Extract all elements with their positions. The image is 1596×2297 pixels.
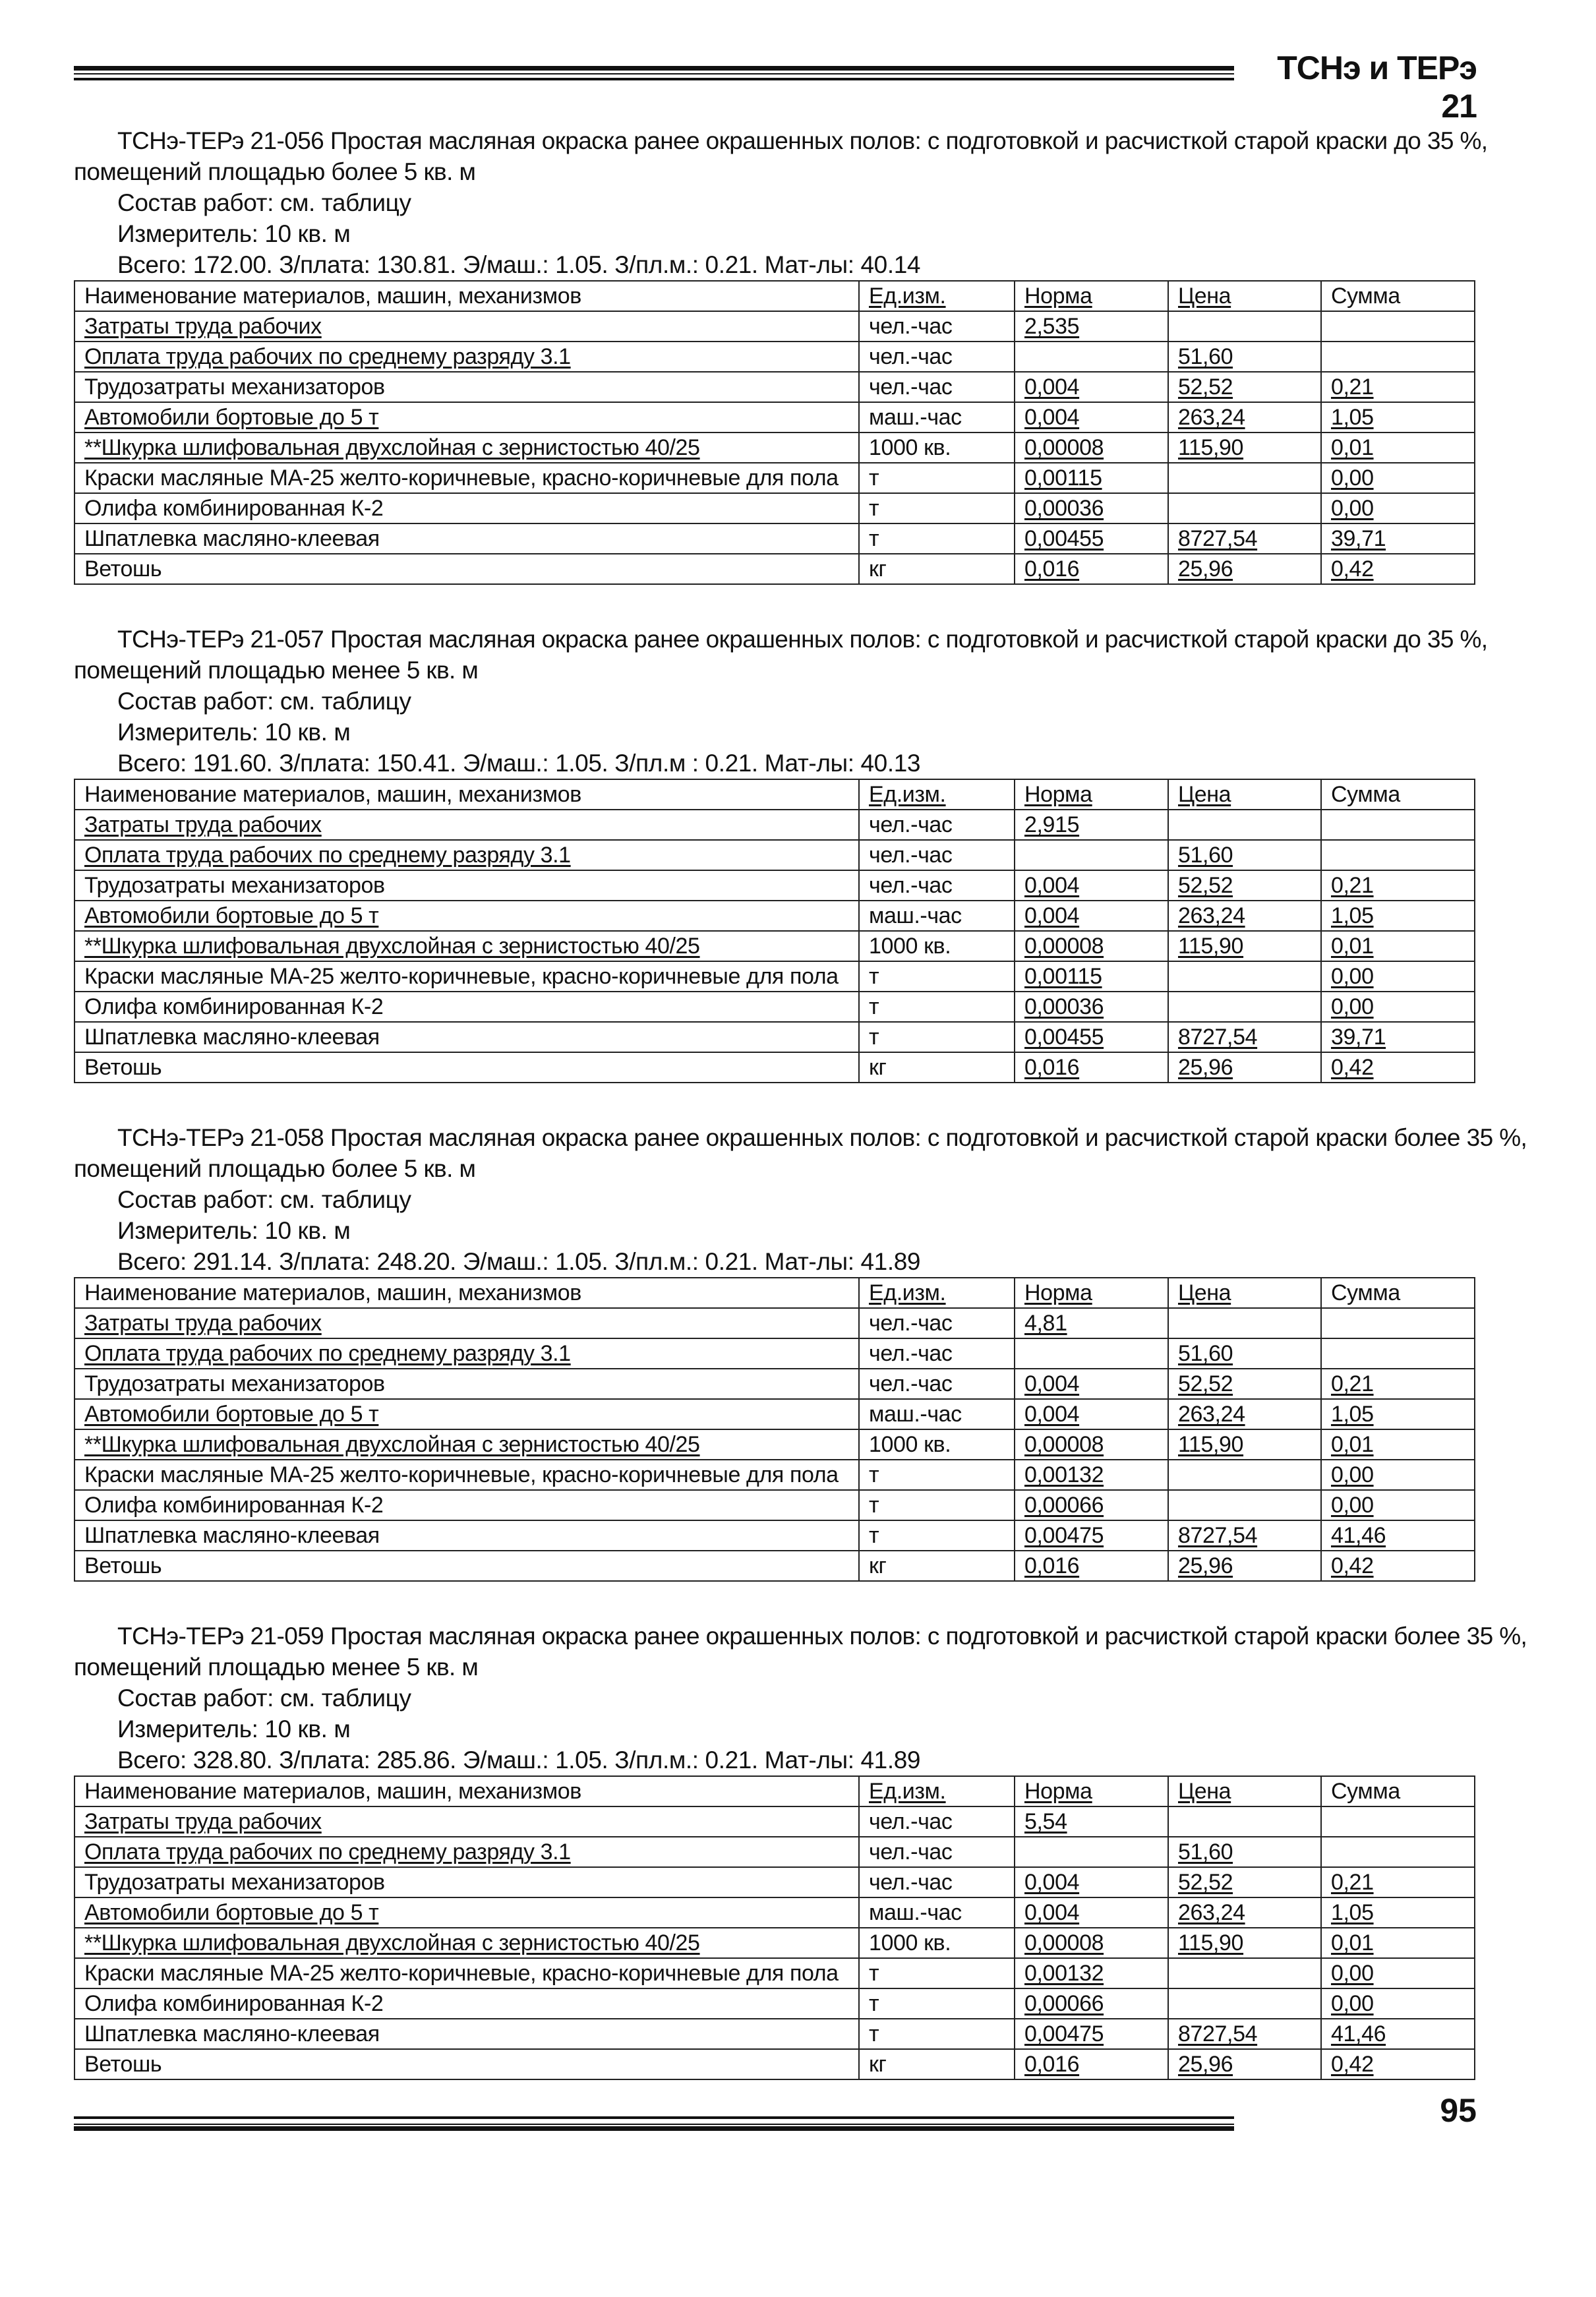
- cell-price: [1168, 1988, 1321, 2019]
- cell-price: 263,24: [1168, 1897, 1321, 1928]
- cell-price: 115,90: [1168, 433, 1321, 463]
- cell-unit: маш.-час: [859, 901, 1015, 931]
- cell-name: Краски масляные МА-25 желто-коричневые, красно-коричневые для пола: [74, 1460, 859, 1490]
- table-row: [74, 1490, 1475, 1520]
- cell-name: Шпатлевка масляно-клеевая: [74, 1520, 859, 1551]
- cell-name: Оплата труда рабочих по среднему разряду 3.1: [74, 1338, 859, 1369]
- cell-sum: 0,21: [1321, 1867, 1475, 1897]
- section-21-056: [74, 125, 1488, 585]
- cell-norm: 0,00008: [1015, 1429, 1168, 1460]
- cell-sum: 1,05: [1321, 1399, 1475, 1429]
- section-heading: [74, 1122, 1527, 1184]
- cell-sum: [1321, 1308, 1475, 1338]
- cell-name: Олифа комбинированная К-2: [74, 992, 859, 1022]
- cell-unit: т: [859, 493, 1015, 523]
- cell-unit: т: [859, 1460, 1015, 1490]
- cell-name: Оплата труда рабочих по среднему разряду 3.1: [74, 342, 859, 372]
- cell-name: Краски масляные МА-25 желто-коричневые, красно-коричневые для пола: [74, 961, 859, 992]
- cell-name: Шпатлевка масляно-клеевая: [74, 523, 859, 554]
- cell-unit: 1000 кв.: [859, 1429, 1015, 1460]
- cell-sum: 1,05: [1321, 402, 1475, 433]
- cell-sum: 0,00: [1321, 1460, 1475, 1490]
- cell-name: Трудозатраты механизаторов: [74, 372, 859, 402]
- cell-norm: 0,00066: [1015, 1988, 1168, 2019]
- measure-unit: Измеритель: 10 кв. м: [117, 220, 351, 247]
- cell-unit: т: [859, 961, 1015, 992]
- cell-unit: т: [859, 1958, 1015, 1988]
- cell-name: Затраты труда рабочих: [74, 311, 859, 342]
- cell-sum: 0,01: [1321, 1928, 1475, 1958]
- cell-sum: 0,42: [1321, 2049, 1475, 2079]
- cell-name: Автомобили бортовые до 5 т: [74, 901, 859, 931]
- cell-price: [1168, 463, 1321, 493]
- cell-unit: чел.-час: [859, 1867, 1015, 1897]
- cell-sum: 0,00: [1321, 992, 1475, 1022]
- header-unit: Ед.изм.: [859, 281, 1015, 311]
- cell-name: Затраты труда рабочих: [74, 1806, 859, 1837]
- work-composition: Состав работ: см. таблицу: [117, 1685, 411, 1712]
- cell-name: Трудозатраты механизаторов: [74, 870, 859, 901]
- cell-norm: 0,004: [1015, 1369, 1168, 1399]
- table-row: [74, 523, 1475, 554]
- cell-unit: 1000 кв.: [859, 1928, 1015, 1958]
- cell-sum: 0,21: [1321, 870, 1475, 901]
- cell-unit: т: [859, 1490, 1015, 1520]
- table-row: [74, 810, 1475, 840]
- cell-sum: 1,05: [1321, 1897, 1475, 1928]
- cell-sum: [1321, 342, 1475, 372]
- cell-norm: 0,00475: [1015, 1520, 1168, 1551]
- cell-price: [1168, 1490, 1321, 1520]
- cell-norm: [1015, 1338, 1168, 1369]
- table-row: [74, 961, 1475, 992]
- table-row: [74, 1806, 1475, 1837]
- cell-norm: 4,81: [1015, 1308, 1168, 1338]
- cell-unit: чел.-час: [859, 372, 1015, 402]
- cell-name: Автомобили бортовые до 5 т: [74, 1399, 859, 1429]
- header-name: Наименование материалов, машин, механизмов: [74, 1278, 859, 1308]
- cell-sum: 0,00: [1321, 1958, 1475, 1988]
- cell-norm: [1015, 840, 1168, 870]
- section-heading-line1: ТСНэ-ТЕРэ 21-057 Простая масляная окраска ранее окрашенных полов: с подготовкой и расчисткой старой краски до 35 %,: [117, 626, 1488, 653]
- cell-unit: маш.-час: [859, 1897, 1015, 1928]
- cell-unit: чел.-час: [859, 342, 1015, 372]
- table-row: [74, 493, 1475, 523]
- cell-norm: 0,00036: [1015, 493, 1168, 523]
- cell-norm: 0,00008: [1015, 1928, 1168, 1958]
- section-heading: [74, 624, 1488, 686]
- cell-price: [1168, 493, 1321, 523]
- totals-line: Всего: 172.00. З/плата: 130.81. Э/маш.: 1.05. З/пл.м.: 0.21. Мат-лы: 40.14: [117, 251, 921, 278]
- table-row: [74, 870, 1475, 901]
- cell-name: Олифа комбинированная К-2: [74, 1988, 859, 2019]
- cell-name: Оплата труда рабочих по среднему разряду 3.1: [74, 840, 859, 870]
- cell-name: Затраты труда рабочих: [74, 1308, 859, 1338]
- cell-norm: 0,00036: [1015, 992, 1168, 1022]
- section-heading-line1: ТСНэ-ТЕРэ 21-058 Простая масляная окраска ранее окрашенных полов: с подготовкой и расчисткой старой краски более 35 %,: [117, 1124, 1527, 1151]
- cell-sum: 41,46: [1321, 2019, 1475, 2049]
- cell-price: [1168, 1460, 1321, 1490]
- cell-price: 263,24: [1168, 1399, 1321, 1429]
- cell-unit: т: [859, 463, 1015, 493]
- cell-price: 8727,54: [1168, 1520, 1321, 1551]
- table-row: [74, 554, 1475, 584]
- table-row: [74, 1369, 1475, 1399]
- section-heading: [74, 1621, 1527, 1683]
- cell-name: Трудозатраты механизаторов: [74, 1369, 859, 1399]
- section-heading-line2: помещений площадью менее 5 кв. м: [74, 1654, 479, 1681]
- cell-sum: 39,71: [1321, 523, 1475, 554]
- table-row: [74, 901, 1475, 931]
- cell-price: [1168, 1308, 1321, 1338]
- cell-unit: 1000 кв.: [859, 931, 1015, 961]
- cell-sum: 0,00: [1321, 961, 1475, 992]
- header-unit: Ед.изм.: [859, 1776, 1015, 1806]
- header-name: Наименование материалов, машин, механизмов: [74, 779, 859, 810]
- cell-unit: чел.-час: [859, 1806, 1015, 1837]
- cell-norm: 0,00115: [1015, 463, 1168, 493]
- header-norm: Норма: [1015, 1776, 1168, 1806]
- table-row: [74, 1928, 1475, 1958]
- cell-price: 51,60: [1168, 1338, 1321, 1369]
- cell-name: Олифа комбинированная К-2: [74, 1490, 859, 1520]
- table-row: [74, 1958, 1475, 1988]
- cell-sum: 39,71: [1321, 1022, 1475, 1052]
- work-composition: Состав работ: см. таблицу: [117, 1186, 411, 1213]
- cell-unit: чел.-час: [859, 870, 1015, 901]
- cell-norm: 0,004: [1015, 1399, 1168, 1429]
- cell-norm: 0,00455: [1015, 1022, 1168, 1052]
- cell-sum: 0,00: [1321, 1490, 1475, 1520]
- header-price: Цена: [1168, 779, 1321, 810]
- cell-norm: 0,016: [1015, 554, 1168, 584]
- cell-name: **Шкурка шлифовальная двухслойная с зернистостью 40/25: [74, 931, 859, 961]
- cell-name: Автомобили бортовые до 5 т: [74, 402, 859, 433]
- section-heading-line2: помещений площадью более 5 кв. м: [74, 158, 476, 185]
- table-row: [74, 2049, 1475, 2079]
- cell-norm: 0,004: [1015, 901, 1168, 931]
- cell-sum: [1321, 1338, 1475, 1369]
- cell-price: 8727,54: [1168, 523, 1321, 554]
- cell-unit: чел.-час: [859, 1369, 1015, 1399]
- totals-line: Всего: 191.60. З/плата: 150.41. Э/маш.: 1.05. З/пл.м : 0.21. Мат-лы: 40.13: [117, 750, 921, 777]
- cell-sum: 0,01: [1321, 1429, 1475, 1460]
- cell-name: Ветошь: [74, 1551, 859, 1581]
- table-row: [74, 1460, 1475, 1490]
- cell-norm: [1015, 342, 1168, 372]
- cell-unit: чел.-час: [859, 840, 1015, 870]
- table-row: [74, 1897, 1475, 1928]
- cell-price: [1168, 311, 1321, 342]
- header-norm: Норма: [1015, 779, 1168, 810]
- table-row: [74, 1052, 1475, 1083]
- cell-sum: 0,42: [1321, 554, 1475, 584]
- cell-price: 25,96: [1168, 1551, 1321, 1581]
- header-name: Наименование материалов, машин, механизмов: [74, 281, 859, 311]
- header-sum: Сумма: [1321, 1278, 1475, 1308]
- cell-sum: 0,42: [1321, 1551, 1475, 1581]
- cell-unit: кг: [859, 1052, 1015, 1083]
- cell-norm: 0,00008: [1015, 433, 1168, 463]
- table-row: [74, 402, 1475, 433]
- table-row: [74, 342, 1475, 372]
- cell-name: Ветошь: [74, 1052, 859, 1083]
- cell-price: 52,52: [1168, 1867, 1321, 1897]
- table-row: [74, 311, 1475, 342]
- measure-unit: Измеритель: 10 кв. м: [117, 719, 351, 746]
- cell-unit: т: [859, 523, 1015, 554]
- cell-name: Оплата труда рабочих по среднему разряду 3.1: [74, 1837, 859, 1867]
- header-sum: Сумма: [1321, 281, 1475, 311]
- cell-price: 51,60: [1168, 1837, 1321, 1867]
- measure-unit: Измеритель: 10 кв. м: [117, 1715, 351, 1743]
- cell-sum: 0,01: [1321, 433, 1475, 463]
- cell-unit: маш.-час: [859, 1399, 1015, 1429]
- cell-price: 263,24: [1168, 402, 1321, 433]
- cell-sum: 0,21: [1321, 1369, 1475, 1399]
- measure-unit: Измеритель: 10 кв. м: [117, 1217, 351, 1244]
- cell-unit: чел.-час: [859, 810, 1015, 840]
- cell-name: Ветошь: [74, 554, 859, 584]
- cell-sum: 0,01: [1321, 931, 1475, 961]
- cell-price: 115,90: [1168, 1928, 1321, 1958]
- header-rule: [74, 66, 1234, 80]
- cell-unit: чел.-час: [859, 1837, 1015, 1867]
- section-21-057: [74, 624, 1488, 1083]
- cell-unit: т: [859, 2019, 1015, 2049]
- footer-rule: [74, 2116, 1234, 2131]
- table-row: [74, 1429, 1475, 1460]
- section-21-059: [74, 1621, 1527, 2080]
- cell-norm: 0,00132: [1015, 1460, 1168, 1490]
- section-heading-line1: ТСНэ-ТЕРэ 21-056 Простая масляная окраска ранее окрашенных полов: с подготовкой и расчисткой старой краски до 35 %,: [117, 127, 1488, 154]
- cell-name: Трудозатраты механизаторов: [74, 1867, 859, 1897]
- table-row: [74, 1308, 1475, 1338]
- cell-price: 263,24: [1168, 901, 1321, 931]
- cell-unit: т: [859, 992, 1015, 1022]
- cell-norm: 2,915: [1015, 810, 1168, 840]
- header-unit: Ед.изм.: [859, 779, 1015, 810]
- running-header: ТСНэ и ТЕРэ 21: [1277, 49, 1477, 125]
- table-row: [74, 372, 1475, 402]
- resources-table: [74, 280, 1475, 585]
- cell-price: 8727,54: [1168, 2019, 1321, 2049]
- cell-norm: 0,016: [1015, 1052, 1168, 1083]
- cell-sum: 0,42: [1321, 1052, 1475, 1083]
- table-row: [74, 1837, 1475, 1867]
- totals-line: Всего: 291.14. З/плата: 248.20. Э/маш.: 1.05. З/пл.м.: 0.21. Мат-лы: 41.89: [117, 1248, 921, 1275]
- cell-sum: 41,46: [1321, 1520, 1475, 1551]
- cell-norm: 0,00066: [1015, 1490, 1168, 1520]
- cell-unit: т: [859, 1022, 1015, 1052]
- cell-name: **Шкурка шлифовальная двухслойная с зернистостью 40/25: [74, 433, 859, 463]
- cell-unit: чел.-час: [859, 1338, 1015, 1369]
- totals-line: Всего: 328.80. З/плата: 285.86. Э/маш.: 1.05. З/пл.м.: 0.21. Мат-лы: 41.89: [117, 1746, 921, 1774]
- cell-sum: 0,00: [1321, 463, 1475, 493]
- work-composition: Состав работ: см. таблицу: [117, 189, 411, 216]
- cell-norm: 0,016: [1015, 2049, 1168, 2079]
- cell-sum: [1321, 311, 1475, 342]
- cell-unit: чел.-час: [859, 311, 1015, 342]
- cell-name: Автомобили бортовые до 5 т: [74, 1897, 859, 1928]
- cell-name: Олифа комбинированная К-2: [74, 493, 859, 523]
- cell-price: 51,60: [1168, 342, 1321, 372]
- cell-norm: 2,535: [1015, 311, 1168, 342]
- cell-sum: [1321, 810, 1475, 840]
- table-row: [74, 1520, 1475, 1551]
- cell-price: 25,96: [1168, 2049, 1321, 2079]
- header-sum: Сумма: [1321, 779, 1475, 810]
- section-heading-line2: помещений площадью менее 5 кв. м: [74, 657, 479, 684]
- table-row: [74, 1399, 1475, 1429]
- table-row: [74, 1022, 1475, 1052]
- cell-norm: [1015, 1837, 1168, 1867]
- cell-price: [1168, 992, 1321, 1022]
- cell-sum: 0,00: [1321, 1988, 1475, 2019]
- cell-unit: 1000 кв.: [859, 433, 1015, 463]
- resources-table: [74, 1277, 1475, 1582]
- table-row: [74, 1988, 1475, 2019]
- table-header-row: [74, 281, 1475, 311]
- cell-unit: т: [859, 1988, 1015, 2019]
- cell-unit: чел.-час: [859, 1308, 1015, 1338]
- cell-norm: 0,004: [1015, 1867, 1168, 1897]
- cell-price: 25,96: [1168, 554, 1321, 584]
- cell-norm: 0,00475: [1015, 2019, 1168, 2049]
- table-header-row: [74, 779, 1475, 810]
- work-composition: Состав работ: см. таблицу: [117, 688, 411, 715]
- cell-sum: [1321, 840, 1475, 870]
- cell-name: Затраты труда рабочих: [74, 810, 859, 840]
- table-row: [74, 463, 1475, 493]
- cell-price: 52,52: [1168, 870, 1321, 901]
- cell-name: Краски масляные МА-25 желто-коричневые, красно-коричневые для пола: [74, 463, 859, 493]
- cell-norm: 0,004: [1015, 1897, 1168, 1928]
- table-row: [74, 1338, 1475, 1369]
- cell-unit: кг: [859, 2049, 1015, 2079]
- cell-unit: т: [859, 1520, 1015, 1551]
- cell-name: Шпатлевка масляно-клеевая: [74, 1022, 859, 1052]
- cell-sum: 0,21: [1321, 372, 1475, 402]
- cell-name: **Шкурка шлифовальная двухслойная с зернистостью 40/25: [74, 1429, 859, 1460]
- cell-price: [1168, 1958, 1321, 1988]
- table-row: [74, 433, 1475, 463]
- table-header-row: [74, 1776, 1475, 1806]
- cell-norm: 0,004: [1015, 870, 1168, 901]
- header-price: Цена: [1168, 1776, 1321, 1806]
- section-heading-line1: ТСНэ-ТЕРэ 21-059 Простая масляная окраска ранее окрашенных полов: с подготовкой и расчисткой старой краски более 35 %,: [117, 1623, 1527, 1650]
- cell-norm: 0,00115: [1015, 961, 1168, 992]
- section-heading: [74, 125, 1488, 187]
- header-norm: Норма: [1015, 281, 1168, 311]
- cell-price: [1168, 810, 1321, 840]
- header-sum: Сумма: [1321, 1776, 1475, 1806]
- cell-norm: 5,54: [1015, 1806, 1168, 1837]
- table-row: [74, 992, 1475, 1022]
- cell-price: 25,96: [1168, 1052, 1321, 1083]
- cell-unit: кг: [859, 554, 1015, 584]
- resources-table: [74, 1775, 1475, 2080]
- section-heading-line2: помещений площадью более 5 кв. м: [74, 1155, 476, 1182]
- cell-price: 115,90: [1168, 931, 1321, 961]
- cell-norm: 0,016: [1015, 1551, 1168, 1581]
- cell-name: Ветошь: [74, 2049, 859, 2079]
- header-name: Наименование материалов, машин, механизмов: [74, 1776, 859, 1806]
- cell-price: 8727,54: [1168, 1022, 1321, 1052]
- table-header-row: [74, 1278, 1475, 1308]
- header-unit: Ед.изм.: [859, 1278, 1015, 1308]
- resources-table: [74, 779, 1475, 1083]
- header-price: Цена: [1168, 281, 1321, 311]
- table-row: [74, 1867, 1475, 1897]
- cell-price: [1168, 1806, 1321, 1837]
- cell-price: 51,60: [1168, 840, 1321, 870]
- cell-norm: 0,00132: [1015, 1958, 1168, 1988]
- cell-norm: 0,004: [1015, 402, 1168, 433]
- cell-norm: 0,00008: [1015, 931, 1168, 961]
- cell-norm: 0,004: [1015, 372, 1168, 402]
- cell-unit: кг: [859, 1551, 1015, 1581]
- cell-price: [1168, 961, 1321, 992]
- cell-sum: 0,00: [1321, 493, 1475, 523]
- cell-price: 52,52: [1168, 1369, 1321, 1399]
- cell-price: 52,52: [1168, 372, 1321, 402]
- cell-unit: маш.-час: [859, 402, 1015, 433]
- cell-sum: 1,05: [1321, 901, 1475, 931]
- cell-name: **Шкурка шлифовальная двухслойная с зернистостью 40/25: [74, 1928, 859, 1958]
- cell-price: 115,90: [1168, 1429, 1321, 1460]
- table-row: [74, 2019, 1475, 2049]
- table-row: [74, 1551, 1475, 1581]
- cell-sum: [1321, 1806, 1475, 1837]
- header-norm: Норма: [1015, 1278, 1168, 1308]
- cell-name: Краски масляные МА-25 желто-коричневые, красно-коричневые для пола: [74, 1958, 859, 1988]
- table-row: [74, 931, 1475, 961]
- section-21-058: [74, 1122, 1527, 1582]
- table-row: [74, 840, 1475, 870]
- cell-sum: [1321, 1837, 1475, 1867]
- cell-name: Шпатлевка масляно-клеевая: [74, 2019, 859, 2049]
- header-price: Цена: [1168, 1278, 1321, 1308]
- cell-norm: 0,00455: [1015, 523, 1168, 554]
- page-number: 95: [1440, 2092, 1477, 2129]
